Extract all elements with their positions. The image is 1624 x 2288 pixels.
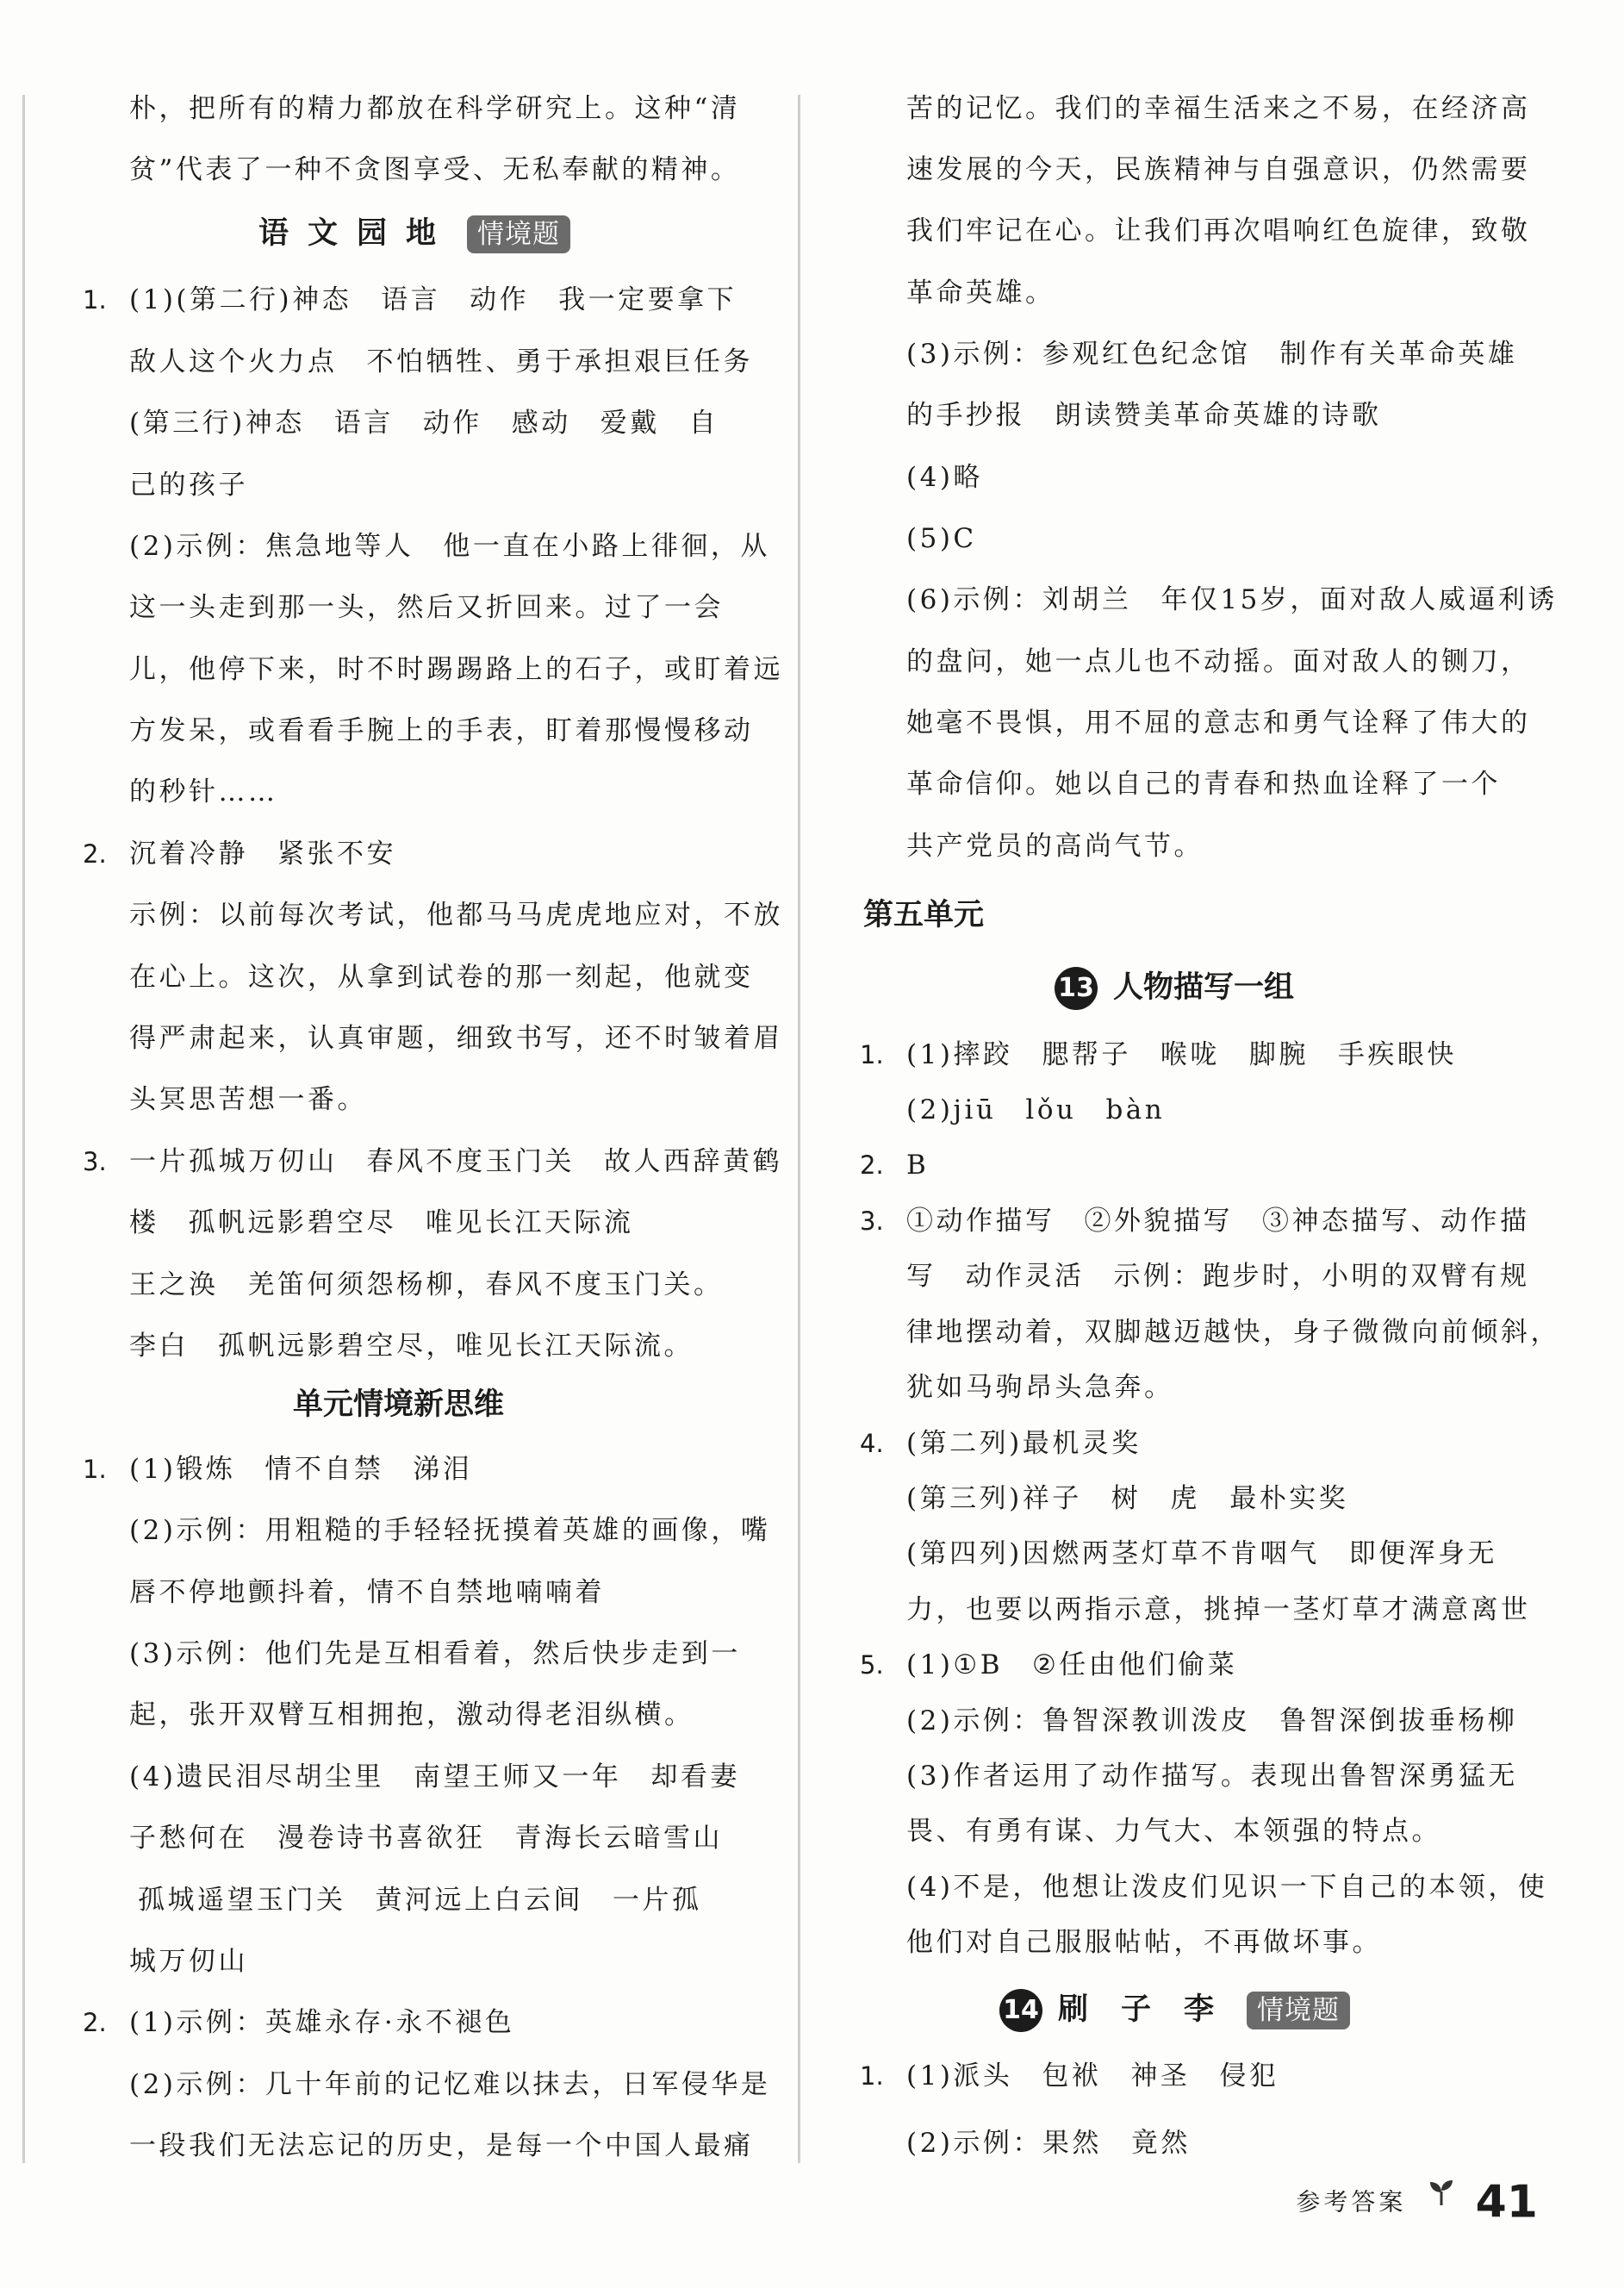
answer-line: 在心上。这次，从拿到试卷的那一刻起，他就变 [129, 962, 754, 993]
question-number: 2. [83, 839, 107, 869]
answer-part: 即便浑身无 [1348, 1538, 1498, 1569]
question-number: 1. [83, 1455, 107, 1484]
answer-part: (2)jiū [906, 1094, 997, 1125]
answer-part: 孤帆远影碧空尽，唯见长江天际流。 [218, 1331, 694, 1362]
answer-part: 故人西辞黄鹤 [604, 1146, 782, 1177]
answer-line [906, 1079, 1535, 1141]
answer-line [129, 1192, 750, 1254]
answer-part: 孤帆远影碧空尽 [188, 1207, 396, 1238]
answer-line [906, 1245, 1535, 1307]
text-line: 苦的记忆。我们的幸福生活来之不易，在经济高 [906, 93, 1531, 124]
answer-line: (1)示例：英雄永存·永不褪色 [129, 2007, 515, 2038]
answer-part: 我一定要拿下 [558, 284, 737, 315]
answer-part: 树 [1111, 1483, 1142, 1514]
answer-line [129, 515, 770, 577]
answer-part: 唯见长江天际流 [426, 1207, 634, 1238]
answer-line: 她毫不畏惧，用不屈的意志和勇气诠释了伟大的 [906, 708, 1531, 739]
left-margin-line [22, 95, 25, 2163]
section-heading [293, 1379, 504, 1431]
answer-part: lǒu [1025, 1094, 1077, 1125]
answer-part: 却看妻 [650, 1761, 740, 1792]
answer-line [129, 331, 753, 393]
answer-part: 动作灵活 [965, 1261, 1085, 1292]
answer-part: 的手抄报 [906, 400, 1025, 431]
answer-part: 侵犯 [1219, 2060, 1279, 2092]
answer-part: bàn [1105, 1094, 1166, 1125]
answer-line [129, 1746, 750, 1808]
section-title: 语文园地 [258, 216, 456, 251]
page-footer [1296, 2172, 1538, 2232]
text-line: 贫”代表了一种不贪图享受、无私奉献的精神。 [129, 154, 741, 185]
answer-part: 包袱 [1042, 2060, 1102, 2092]
answer-part: 子愁何在 [129, 1823, 248, 1854]
answer-line [906, 2045, 1535, 2107]
answer-part: 楼 [129, 1207, 159, 1238]
answer-line [906, 323, 1535, 385]
footer-label: 参考答案 [1296, 2187, 1407, 2216]
answer-part: (2)示例：果然 [906, 2128, 1102, 2159]
answer-part: 语言 [333, 408, 394, 439]
answer-part: 竟然 [1130, 2128, 1191, 2159]
situation-badge: 情境题 [467, 215, 570, 253]
answer-line: 革命信仰。她以自己的青春和热血诠释了一个 [906, 769, 1501, 800]
answer-part: 涕泪 [413, 1454, 473, 1485]
answer-line: 他们对自己服服帖帖，不再做坏事。 [906, 1927, 1382, 1958]
question-number: 2. [860, 1150, 884, 1180]
answer-line: 己的孩子 [129, 470, 248, 501]
answer-line: 力，也要以两指示意，挑掉一茎灯草才满意离世 [906, 1594, 1531, 1625]
answer-line: (5)C [906, 523, 977, 554]
lesson-title: 刷子李 [1058, 1992, 1248, 2027]
answer-part: 李白 [129, 1331, 189, 1362]
answer-part: ③神态描写、动作描 [1262, 1206, 1530, 1237]
answer-line: B [906, 1150, 930, 1181]
answer-line: 共产党员的高尚气节。 [906, 831, 1204, 862]
unit-heading [863, 889, 984, 941]
answer-part: 一片孤城万仞山 [129, 1146, 338, 1177]
answer-part: 一片孤 [613, 1885, 702, 1916]
answer-part: ①动作描写 [906, 1206, 1055, 1237]
answer-part: 手疾眼快 [1337, 1039, 1457, 1070]
answer-part: (4)遗民泪尽胡尘里 [129, 1761, 384, 1792]
answer-part: 自 [688, 408, 719, 439]
answer-line [906, 1190, 1535, 1252]
answer-line [129, 1131, 782, 1193]
answer-part: 黄河远上白云间 [375, 1885, 583, 1916]
answer-line: 头冥思苦想一番。 [129, 1084, 367, 1115]
section-title: 单元情境新思维 [293, 1387, 505, 1422]
text-line: 我们牢记在心。让我们再次唱响红色旋律，致敬 [906, 215, 1531, 246]
answer-part: 腮帮子 [1042, 1039, 1131, 1070]
answer-part: 虎 最朴实奖 [1170, 1483, 1349, 1514]
answer-part: 南望王师又一年 [413, 1761, 622, 1792]
answer-line: 畏、有勇有谋、力气大、本领强的特点。 [906, 1816, 1441, 1847]
lesson-heading [1055, 962, 1294, 1013]
answer-line: 城万仞山 [129, 1946, 248, 1977]
section-heading [258, 208, 570, 259]
question-number: 4. [860, 1429, 884, 1458]
answer-line [906, 1523, 1535, 1585]
answer-part: (3)示例：参观红色纪念馆 [906, 339, 1251, 370]
unit-title: 第五单元 [863, 898, 985, 932]
answer-line: 的秒针…… [129, 776, 278, 807]
answer-line [906, 1024, 1535, 1086]
situation-badge: 情境题 [1247, 1992, 1350, 2029]
answer-part: 喉咙 [1160, 1039, 1220, 1070]
answer-part: 王之涣 [129, 1269, 219, 1300]
lesson-title: 人物描写一组 [1113, 970, 1295, 1005]
answer-line: 犹如马驹昂头急奔。 [906, 1372, 1174, 1403]
answer-line [129, 269, 750, 331]
answer-line: (2)示例：几十年前的记忆难以抹去，日军侵华是 [129, 2069, 771, 2100]
question-number: 3. [860, 1206, 884, 1236]
answer-part: 青海长云暗雪山 [514, 1823, 723, 1854]
question-number: 2. [83, 2008, 107, 2037]
answer-part: 羌笛何须怨杨柳，春风不度玉门关。 [247, 1269, 724, 1300]
answer-part: (第三行)神态 [129, 408, 305, 439]
answer-line [129, 1254, 750, 1316]
answer-part: 写 [906, 1261, 936, 1292]
answer-line [129, 392, 750, 454]
answer-line: (3)示例：他们先是互相看着，然后快步走到一 [129, 1638, 741, 1669]
answer-part: 朗读赞美革命英雄的诗歌 [1055, 400, 1382, 431]
question-number: 1. [860, 1040, 884, 1069]
answer-part: (1)派头 [906, 2060, 1013, 2092]
answer-line [906, 1468, 1535, 1530]
answer-line [129, 1438, 750, 1500]
answer-line: 示例：以前每次考试，他都马马虎虎地应对，不放 [129, 900, 783, 931]
question-number: 5. [860, 1650, 884, 1680]
lesson-heading [999, 1984, 1350, 2036]
answer-part: 感动 [511, 408, 571, 439]
answer-part: 动作 [470, 284, 530, 315]
answer-line: (第二列)最机灵奖 [906, 1428, 1142, 1459]
text-line: 革命英雄。 [906, 277, 1055, 309]
page-number: 41 [1475, 2176, 1538, 2229]
answer-part: 动作 [422, 408, 482, 439]
answer-line: 起，张开双臂互相拥抱，激动得老泪纵横。 [129, 1699, 694, 1730]
answer-line: (3)作者运用了动作描写。表现出鲁智深勇猛无 [906, 1761, 1518, 1792]
answer-part: 语言 [381, 284, 441, 315]
answer-line [129, 823, 750, 885]
answer-part: (2)示例：鲁智深教训泼皮 [906, 1705, 1251, 1736]
answer-part: 不怕牺牲、勇于承担艰巨任务 [366, 346, 753, 377]
answer-part: 沉着冷静 [129, 839, 248, 870]
answer-part: ②外貌描写 [1084, 1206, 1233, 1237]
answer-line: (2)示例：用粗糙的手轻轻抚摸着英雄的画像，嘴 [129, 1515, 771, 1546]
center-divider [798, 95, 800, 2163]
answer-part: 孤城遥望玉门关 [138, 1885, 346, 1916]
answer-line: 唇不停地颤抖着，情不自禁地喃喃着 [129, 1577, 605, 1608]
answer-part: 他一直在小路上徘徊，从 [443, 531, 770, 562]
answer-part: 示例：跑步时，小明的双臂有规 [1113, 1261, 1530, 1292]
answer-line: (4)略 [906, 462, 983, 493]
answer-line [129, 1807, 750, 1869]
answer-line [906, 1690, 1535, 1752]
answer-part: 神圣 [1130, 2060, 1191, 2092]
answer-part: (6)示例：刘胡兰 [906, 584, 1132, 615]
answer-part: (2)示例：焦急地等人 [129, 531, 414, 562]
text-line: 朴，把所有的精力都放在科学研究上。这种“清 [129, 93, 741, 124]
answer-part: ②任由他们偷菜 [1031, 1649, 1238, 1680]
answer-part: (1)(第二行)神态 [129, 284, 352, 315]
answer-line: 一段我们无法忘记的历史，是每一个中国人最痛 [129, 2130, 754, 2161]
question-number: 3. [83, 1147, 107, 1176]
answer-part: (1)锻炼 [129, 1454, 236, 1485]
answer-part: 鲁智深倒拔垂杨柳 [1279, 1705, 1518, 1736]
answer-part: 爱戴 [600, 408, 660, 439]
answer-line [906, 1634, 1535, 1696]
answer-part: 紧张不安 [277, 839, 396, 870]
answer-line: 得严肃起来，认真审题，细致书写，还不时皱着眉 [129, 1023, 783, 1054]
answer-part: (第三列)祥子 [906, 1483, 1082, 1514]
answer-line: (4)不是，他想让泼皮们见识一下自己的本领，使 [906, 1872, 1548, 1903]
answer-part: 情不自禁 [264, 1454, 384, 1485]
text-line: 速发展的今天，民族精神与自强意识，仍然需要 [906, 154, 1531, 185]
answer-part: (1)摔跤 [906, 1039, 1013, 1070]
answer-part: 春风不度玉门关 [366, 1146, 575, 1177]
lesson-number-badge: 13 [1055, 967, 1098, 1010]
answer-line [138, 1869, 750, 1931]
answer-line [906, 384, 1535, 446]
answer-line [906, 569, 1558, 631]
question-number: 1. [860, 2061, 884, 2091]
answer-part: 敌人这个火力点 [129, 346, 338, 377]
answer-line: 律地摆动着，双脚越迈越快，身子微微向前倾斜， [906, 1317, 1560, 1348]
answer-line: 的盘问，她一点儿也不动摇。面对敌人的铡刀， [906, 646, 1531, 677]
answer-line: 方发呆，或看看手腕上的手表，盯着那慢慢移动 [129, 715, 754, 746]
answer-line: 儿，他停下来，时不时踢踢路上的石子，或盯着远 [129, 654, 783, 685]
answer-line [129, 1315, 750, 1377]
lesson-number-badge: 14 [999, 1989, 1042, 2032]
answer-part: (第四列)因燃两茎灯草不肯咽气 [906, 1538, 1320, 1569]
answer-line [906, 2112, 1535, 2174]
answer-part: 脚腕 [1248, 1039, 1309, 1070]
answer-part: 漫卷诗书喜欲狂 [277, 1823, 486, 1854]
answer-part: 年仅15岁，面对敌人威逼利诱 [1160, 584, 1558, 615]
sprout-icon [1427, 2173, 1456, 2233]
answer-part: (1)①B [906, 1649, 1003, 1680]
answer-part: 制作有关革命英雄 [1279, 339, 1518, 370]
answer-line: 这一头走到那一头，然后又折回来。过了一会 [129, 592, 724, 623]
question-number: 1. [83, 285, 107, 315]
